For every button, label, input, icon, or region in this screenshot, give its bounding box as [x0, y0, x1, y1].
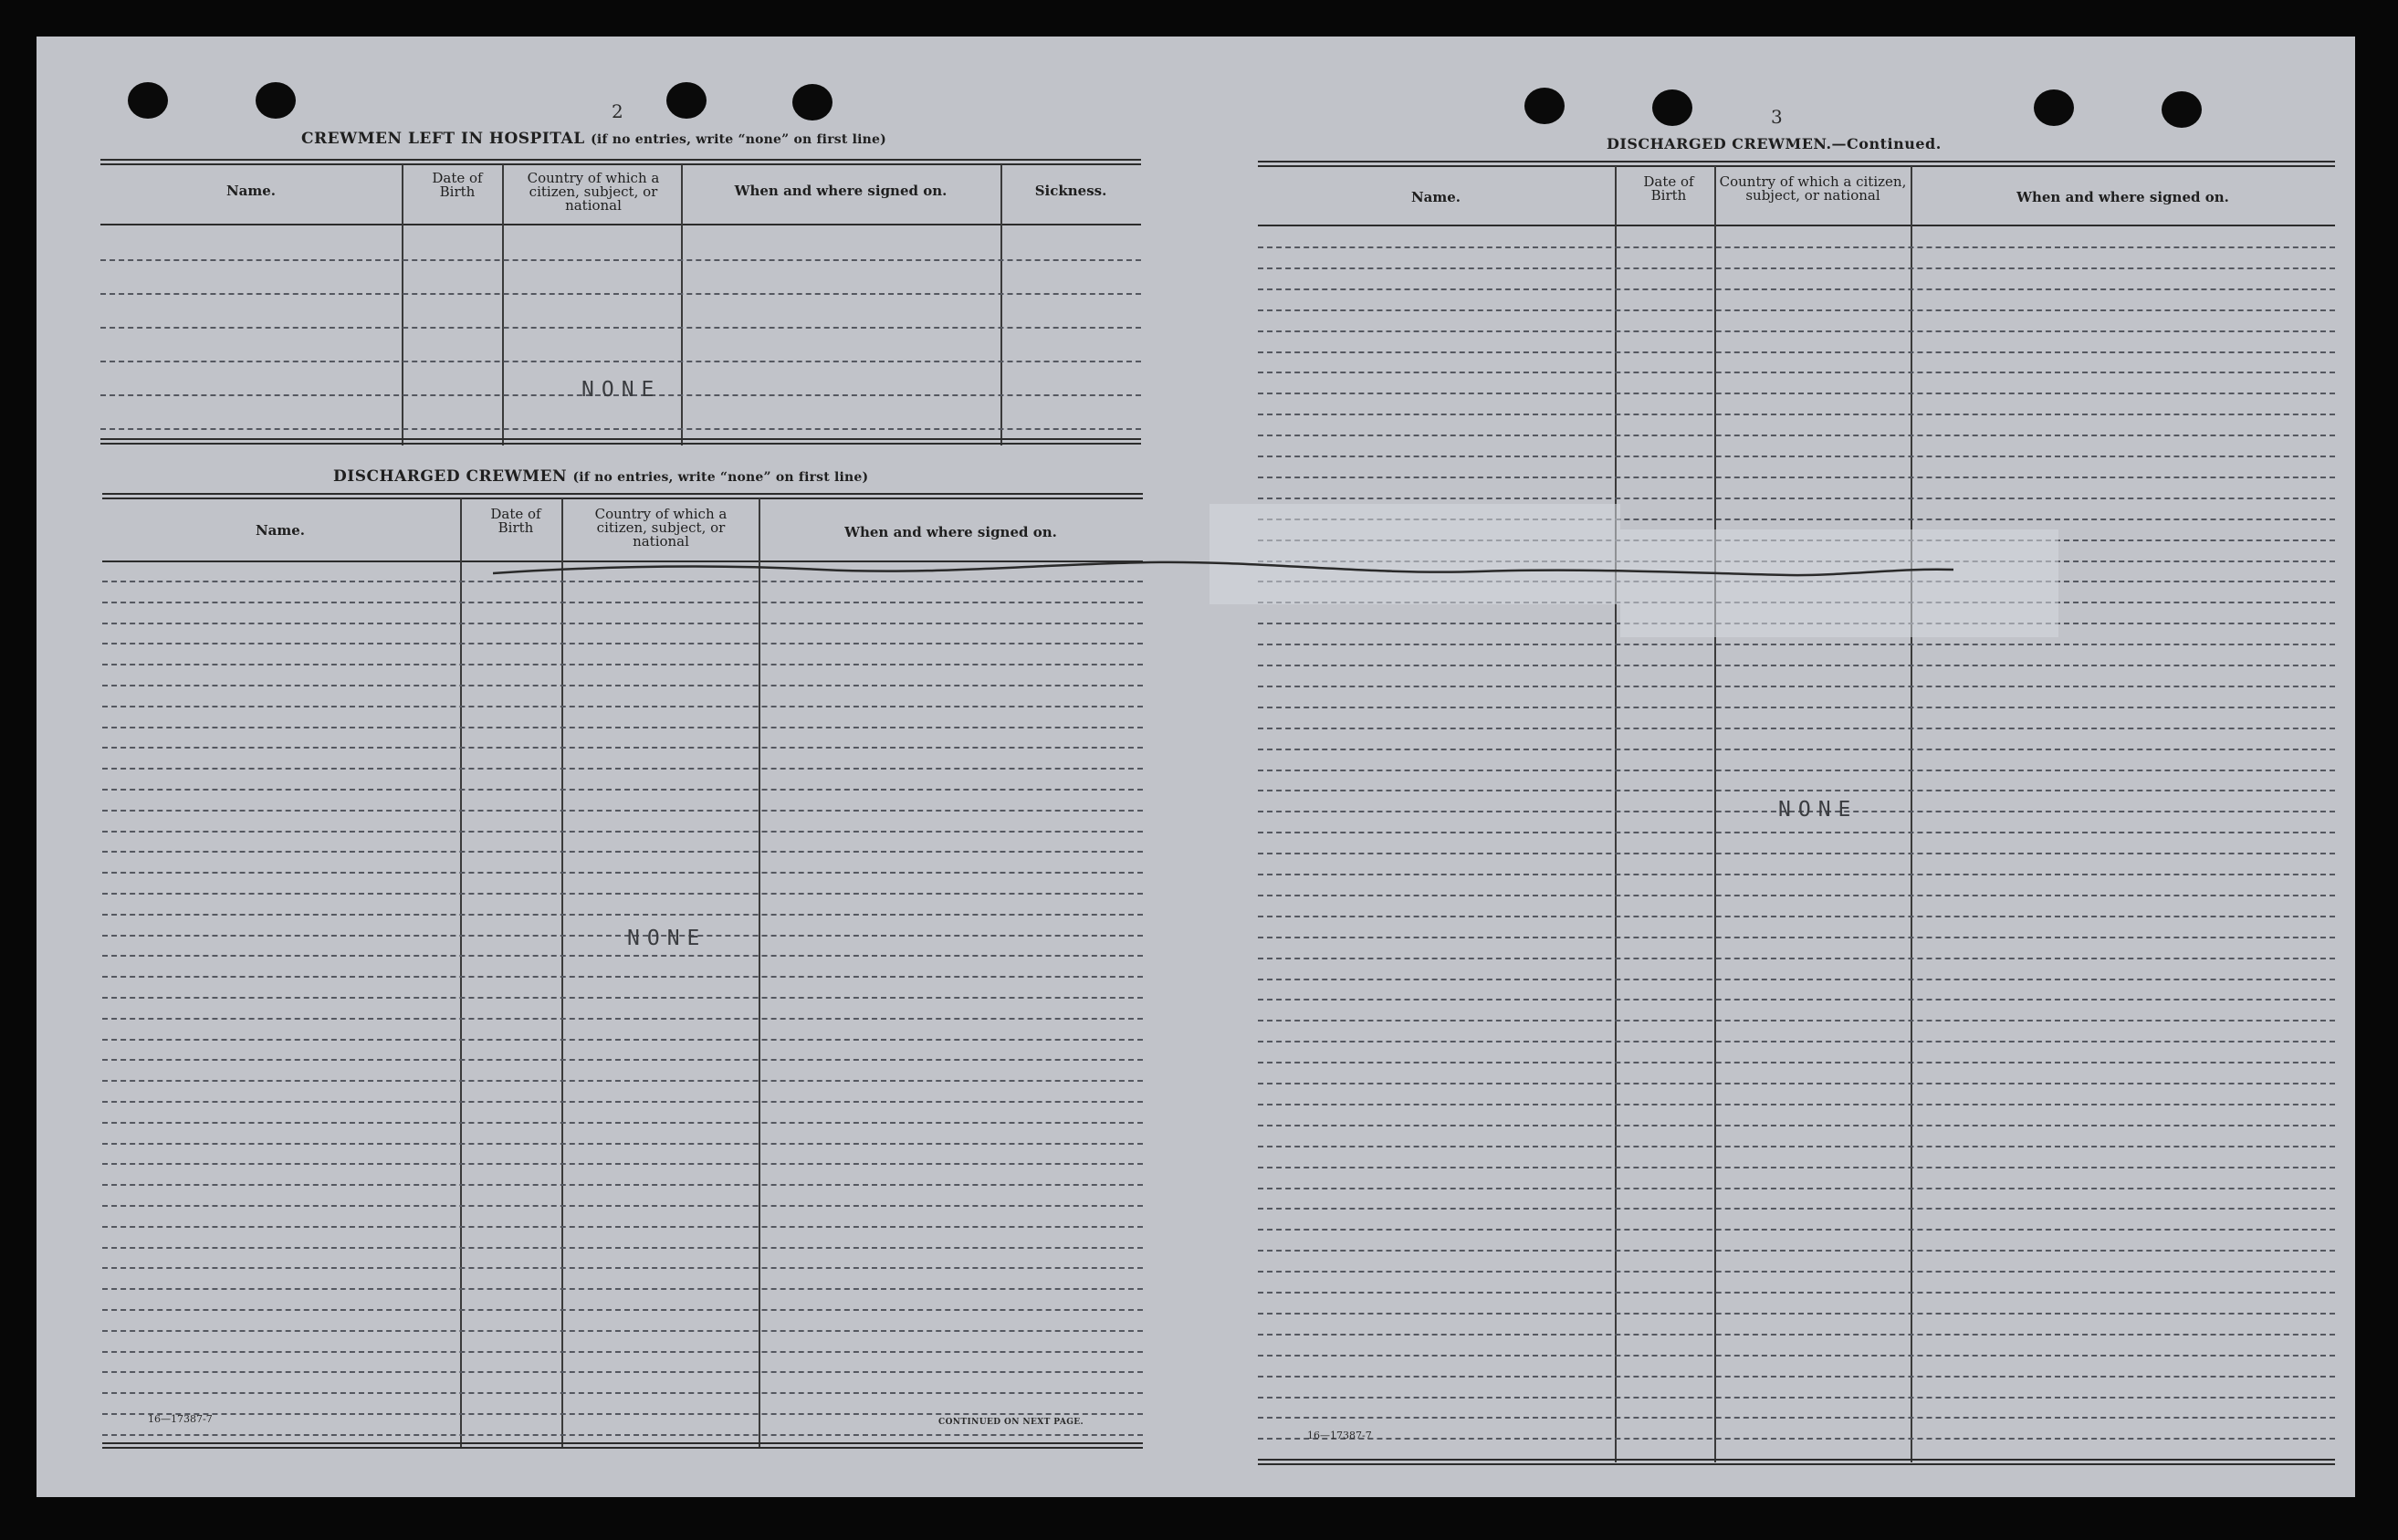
table-row [102, 955, 1143, 957]
table-row [102, 1371, 1143, 1373]
discharged-table [102, 493, 1143, 1451]
table-row [1258, 1355, 2335, 1357]
table-row [1258, 1250, 2335, 1252]
discharged-subtitle-text: (if no entries, write “none” on first line) [572, 470, 869, 485]
table-row [102, 1309, 1143, 1311]
table-row [102, 1163, 1143, 1165]
table-row [102, 1080, 1143, 1082]
table-row [1258, 372, 2335, 373]
table-row [1258, 498, 2335, 499]
table-row [1258, 351, 2335, 353]
table-row [102, 1226, 1143, 1228]
hospital-col-signed-on: When and where signed on. [734, 183, 948, 199]
table-row [1258, 414, 2335, 415]
discharged-table-title [333, 467, 868, 486]
hospital-rows [100, 225, 1141, 444]
punch-hole [666, 82, 707, 119]
table-row [1258, 1146, 2335, 1147]
hospital-none-stamp: NONE [581, 378, 662, 402]
continued-table [1258, 161, 2335, 1466]
table-row [102, 1413, 1143, 1415]
table-row [102, 1434, 1143, 1436]
table-row [1258, 958, 2335, 959]
table-row [102, 1122, 1143, 1124]
table-row [102, 1392, 1143, 1394]
table-row [102, 1267, 1143, 1269]
table-row [1258, 1125, 2335, 1126]
hospital-title-text: CREWMEN LEFT IN HOSPITAL [301, 130, 585, 148]
table-row [102, 623, 1143, 624]
table-row [1258, 895, 2335, 896]
table-row [1258, 1334, 2335, 1336]
table-row [102, 602, 1143, 603]
hospital-subtitle-text: (if no entries, write “none” on first line) [591, 132, 886, 147]
hospital-col-sickness: Sickness. [1034, 183, 1107, 199]
hospital-table-title [301, 130, 886, 148]
table-row [1258, 1167, 2335, 1168]
table-row [1258, 916, 2335, 917]
table-row [102, 1059, 1143, 1061]
table-row [1258, 979, 2335, 980]
table-row [102, 706, 1143, 707]
table-row [1258, 456, 2335, 457]
table-row [1258, 1292, 2335, 1294]
table-row [1258, 330, 2335, 332]
table-row [102, 851, 1143, 853]
table-row [1258, 393, 2335, 394]
table-row [1258, 874, 2335, 875]
discharged-col-signed-on: When and where signed on. [844, 524, 1057, 540]
table-row [1258, 288, 2335, 290]
discharged-none-stamp: NONE [627, 927, 707, 950]
continued-none-stamp: NONE [1778, 798, 1859, 822]
table-row [100, 293, 1141, 295]
table-row [1258, 1104, 2335, 1105]
document-sheet [37, 37, 2355, 1497]
table-row [1258, 937, 2335, 938]
table-row [102, 1288, 1143, 1290]
form-number-left: 16—17387-7 [148, 1413, 213, 1425]
table-row [102, 789, 1143, 791]
table-row [102, 1247, 1143, 1249]
table-row [1258, 1376, 2335, 1378]
table-row [102, 1351, 1143, 1353]
table-row [102, 643, 1143, 644]
continued-col-country: Country of which a citizen, subject, or national [1719, 173, 1907, 204]
page-number-left: 2 [612, 100, 623, 122]
table-row [1258, 728, 2335, 729]
hospital-col-country: Country of which a citizen, subject, or national [527, 170, 660, 214]
table-row [102, 810, 1143, 812]
continued-note: CONTINUED ON NEXT PAGE. [938, 1418, 1084, 1427]
punch-hole [1524, 88, 1565, 124]
table-row [1258, 999, 2335, 1000]
table-row [1258, 1271, 2335, 1273]
hospital-col-name: Name. [225, 183, 277, 199]
continued-col-name: Name. [1410, 189, 1461, 205]
punch-hole [128, 82, 168, 119]
punch-hole [2034, 89, 2074, 126]
table-row [100, 361, 1141, 362]
table-row [102, 747, 1143, 749]
discharged-col-dob: Date of Birth [490, 506, 541, 536]
table-row [100, 327, 1141, 329]
table-row [102, 893, 1143, 895]
table-row [1258, 790, 2335, 791]
table-row [1258, 853, 2335, 854]
table-row [102, 997, 1143, 999]
table-row [1258, 309, 2335, 311]
continued-col-dob: Date of Birth [1643, 173, 1694, 204]
table-row [102, 664, 1143, 665]
table-row [102, 1205, 1143, 1207]
paper-tear [493, 548, 1953, 593]
table-row [102, 1143, 1143, 1145]
table-row [1258, 749, 2335, 750]
table-row [1258, 665, 2335, 666]
table-row [1258, 1417, 2335, 1419]
table-row [1258, 246, 2335, 248]
table-row [102, 685, 1143, 686]
table-row [1258, 707, 2335, 708]
table-row [1258, 1438, 2335, 1440]
table-row [102, 914, 1143, 916]
punch-hole [1652, 89, 1692, 126]
table-row [1258, 1208, 2335, 1210]
table-row [100, 259, 1141, 261]
continued-col-signed-on: When and where signed on. [2016, 189, 2229, 205]
table-row [100, 428, 1141, 430]
table-row [1258, 686, 2335, 687]
table-row [102, 935, 1143, 937]
continued-rows [1258, 226, 2335, 1459]
table-row [1258, 1397, 2335, 1399]
discharged-col-name: Name. [255, 522, 306, 539]
discharged-col-country: Country of which a citizen, subject, or national [594, 506, 728, 550]
table-row [1258, 435, 2335, 436]
table-row [1258, 267, 2335, 269]
table-row [102, 872, 1143, 874]
table-row [1258, 1062, 2335, 1063]
punch-hole [256, 82, 296, 119]
table-row [1258, 832, 2335, 833]
table-row [1258, 477, 2335, 478]
punch-hole [792, 84, 832, 120]
table-row [1258, 1188, 2335, 1189]
table-row [102, 1039, 1143, 1041]
table-row [102, 976, 1143, 978]
page-number-right: 3 [1771, 106, 1783, 128]
table-row [102, 1330, 1143, 1332]
discharged-rows [102, 562, 1143, 1446]
table-row [102, 1184, 1143, 1186]
table-row [102, 768, 1143, 770]
table-row [102, 1101, 1143, 1103]
table-row [102, 1018, 1143, 1020]
continued-table-title: DISCHARGED CREWMEN.—Continued. [1607, 135, 1942, 152]
discharged-title-text: DISCHARGED CREWMEN [333, 467, 568, 486]
hospital-table [100, 159, 1141, 447]
form-number-right: 16—17387-7 [1307, 1430, 1372, 1441]
table-row [102, 727, 1143, 728]
table-row [1258, 644, 2335, 645]
table-row [1258, 1041, 2335, 1042]
table-row [1258, 1020, 2335, 1021]
punch-hole [2162, 91, 2202, 128]
table-row [1258, 1083, 2335, 1084]
table-row [1258, 1229, 2335, 1231]
table-row [1258, 770, 2335, 771]
table-row [102, 831, 1143, 833]
hospital-col-dob: Date of Birth [432, 170, 483, 200]
table-row [1258, 1313, 2335, 1315]
